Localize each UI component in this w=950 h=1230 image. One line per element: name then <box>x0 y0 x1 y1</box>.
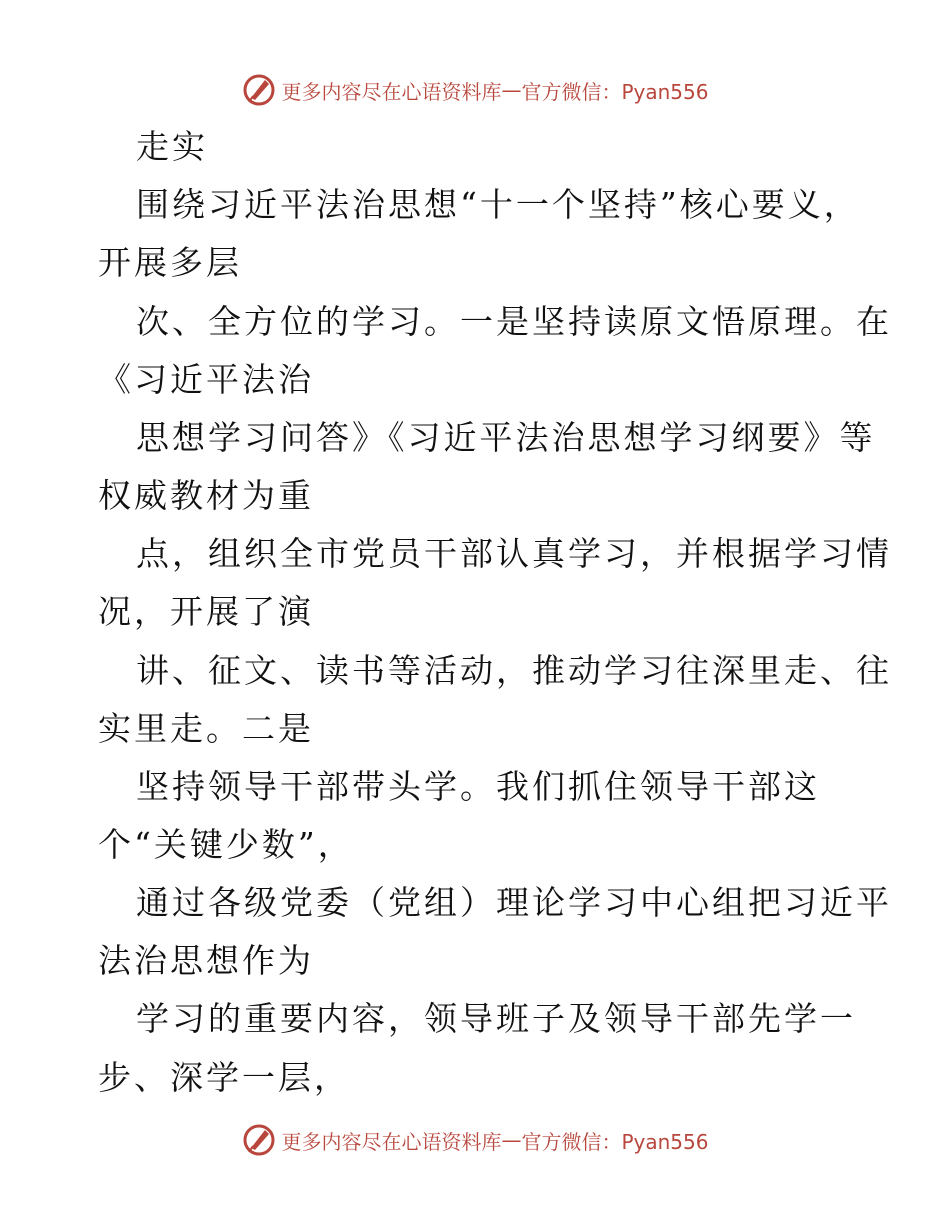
text-line: 讲、征文、读书等活动，推动学习往深里走、往 <box>136 651 892 690</box>
footer-watermark-banner <box>0 1120 950 1160</box>
header-watermark-banner <box>0 70 950 110</box>
banner-contact-text: 官方微信：Pyan556 <box>521 79 709 104</box>
banner-separator: — <box>501 78 522 102</box>
text-line: 次、全方位的学习。一是坚持读原文悟原理。在 <box>136 302 892 341</box>
text-line: 开展多层 <box>98 243 242 282</box>
text-line: 点，组织全市党员干部认真学习，并根据学习情 <box>136 534 892 573</box>
text-line: 坚持领导干部带头学。我们抓住领导干部这 <box>136 767 820 806</box>
text-line: 权威教材为重 <box>98 476 314 515</box>
quill-pen-logo-icon <box>241 72 277 108</box>
text-line: 步、深学一层， <box>98 1058 350 1097</box>
text-line: 学习的重要内容，领导班子及领导干部先学一 <box>136 999 856 1038</box>
text-line: 法治思想作为 <box>98 941 314 980</box>
text-line: 围绕习近平法治思想“十一个坚持”核心要义， <box>136 185 860 224</box>
banner-brand-text: 更多内容尽在心语资料库 <box>281 1129 502 1154</box>
banner-brand-text: 更多内容尽在心语资料库 <box>281 79 502 104</box>
text-line: 思想学习问答》《习近平法治思想学习纲要》等 <box>136 418 876 457</box>
text-line: 走实 <box>136 127 208 166</box>
quill-pen-logo-icon <box>241 1122 277 1158</box>
text-line: 实里走。二是 <box>98 709 314 748</box>
text-line: 个“关键少数”， <box>98 825 354 864</box>
banner-separator: — <box>501 1128 522 1152</box>
text-line: 况，开展了演 <box>98 592 314 631</box>
text-line: 《习近平法治 <box>98 360 314 399</box>
banner-contact-text: 官方微信：Pyan556 <box>521 1129 709 1154</box>
text-line: 通过各级党委（党组）理论学习中心组把习近平 <box>136 883 892 922</box>
